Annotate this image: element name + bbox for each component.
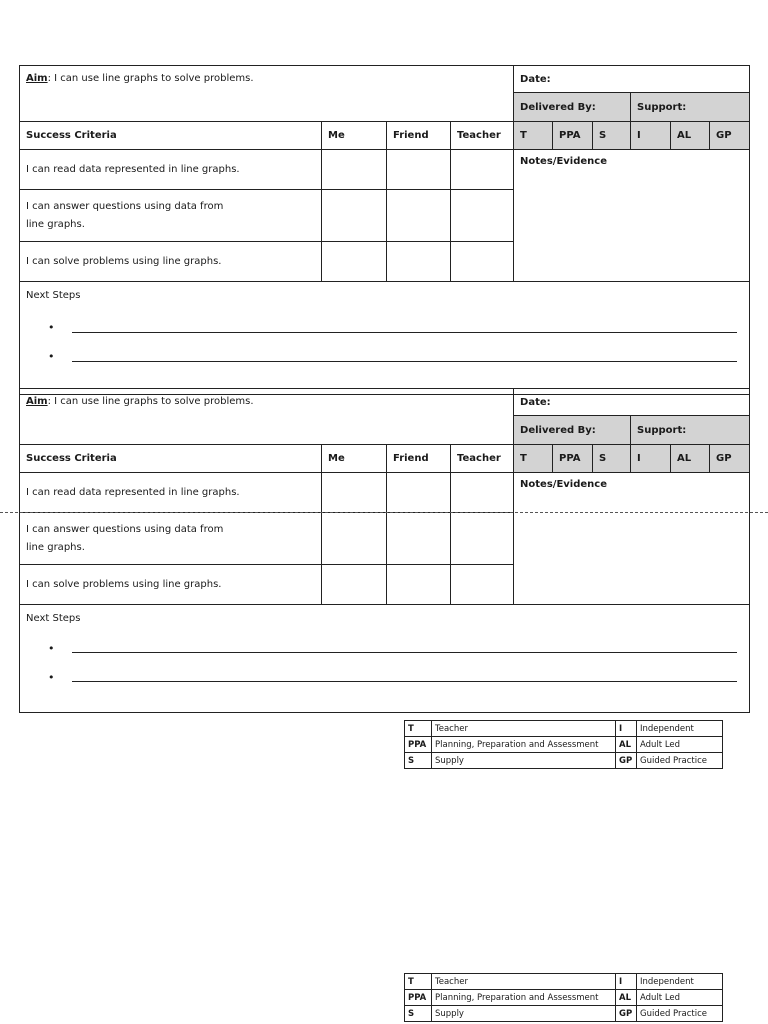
key-description: Adult Led [637, 990, 723, 1006]
delivered-by-cell [514, 416, 631, 445]
cut-line [0, 512, 768, 513]
notes-evidence-area[interactable] [514, 150, 750, 282]
criterion-3: I can solve problems using line graphs. [20, 242, 322, 282]
friend-check-3[interactable] [387, 242, 451, 282]
delivery-code-s[interactable]: S [593, 445, 631, 473]
friend-check-3[interactable] [387, 565, 451, 605]
aim-text: : I can use line graphs to solve problems. [47, 396, 254, 407]
me-check-1[interactable] [322, 473, 387, 513]
next-step-line-1[interactable] [72, 332, 737, 333]
key-description: Adult Led [637, 737, 723, 753]
success-criteria-header: Success Criteria [20, 445, 322, 473]
key-description: Independent [637, 721, 723, 737]
me-header: Me [322, 445, 387, 473]
aim-cell [20, 389, 514, 445]
teacher-check-3[interactable] [451, 242, 514, 282]
support-code-gp[interactable]: GP [710, 445, 750, 473]
key-row [405, 753, 723, 769]
notes-label: Notes/Evidence [520, 156, 607, 167]
key-row [405, 990, 723, 1006]
delivery-code-t[interactable]: T [514, 122, 553, 150]
teacher-check-2[interactable] [451, 513, 514, 565]
key-description: Planning, Preparation and Assessment [432, 990, 616, 1006]
criterion-2 [20, 190, 322, 242]
teacher-check-1[interactable] [451, 473, 514, 513]
key-code: S [405, 753, 432, 769]
support-cell [631, 93, 750, 122]
criterion-3: I can solve problems using line graphs. [20, 565, 322, 605]
friend-check-1[interactable] [387, 473, 451, 513]
criterion-1: I can read data represented in line graphs. [20, 150, 322, 190]
bullet-2: • [48, 671, 55, 684]
key-description: Independent [637, 974, 723, 990]
key-code: T [405, 974, 432, 990]
aim-label: Aim [26, 396, 48, 407]
friend-check-2[interactable] [387, 190, 451, 242]
notes-evidence-area[interactable] [514, 473, 750, 605]
key-code: PPA [405, 990, 432, 1006]
teacher-check-2[interactable] [451, 190, 514, 242]
support-code-i[interactable]: I [631, 122, 671, 150]
date-field[interactable] [514, 66, 750, 93]
me-header: Me [322, 122, 387, 150]
key-code: T [405, 721, 432, 737]
aim-label: Aim [26, 73, 48, 84]
key-description: Guided Practice [637, 1006, 723, 1022]
key-row [405, 974, 723, 990]
support-code-al[interactable]: AL [671, 445, 710, 473]
date-label: Date: [520, 73, 551, 85]
key-row [405, 737, 723, 753]
bullet-1: • [48, 642, 55, 655]
key-row [405, 1006, 723, 1022]
friend-check-2[interactable] [387, 513, 451, 565]
key-code: AL [616, 990, 637, 1006]
bullet-1: • [48, 321, 55, 334]
friend-header: Friend [387, 445, 451, 473]
key-description: Guided Practice [637, 753, 723, 769]
next-steps-label: Next Steps [26, 290, 81, 301]
aim-text: : I can use line graphs to solve problems. [47, 73, 254, 84]
me-check-1[interactable] [322, 150, 387, 190]
assessment-card-1 [19, 65, 750, 395]
criterion-1: I can read data represented in line graphs. [20, 473, 322, 513]
me-check-2[interactable] [322, 513, 387, 565]
delivery-code-ppa[interactable]: PPA [553, 122, 593, 150]
next-steps-label: Next Steps [26, 613, 81, 624]
teacher-header: Teacher [451, 445, 514, 473]
criterion-2-text: I can answer questions using data from line graphs. [26, 523, 224, 553]
key-code: S [405, 1006, 432, 1022]
next-steps-area[interactable] [20, 605, 750, 713]
delivery-code-s[interactable]: S [593, 122, 631, 150]
key-code: GP [616, 1006, 637, 1022]
criterion-2-text: I can answer questions using data from line graphs. [26, 200, 224, 230]
key-table-1 [404, 720, 723, 769]
support-code-gp[interactable]: GP [710, 122, 750, 150]
notes-label: Notes/Evidence [520, 479, 607, 490]
key-row [405, 721, 723, 737]
key-description: Planning, Preparation and Assessment [432, 737, 616, 753]
delivered-by-cell [514, 93, 631, 122]
key-code: I [616, 974, 637, 990]
key-description: Teacher [432, 974, 616, 990]
next-step-line-1[interactable] [72, 652, 737, 653]
key-code: GP [616, 753, 637, 769]
teacher-check-1[interactable] [451, 150, 514, 190]
criterion-2 [20, 513, 322, 565]
date-field[interactable] [514, 389, 750, 416]
me-check-2[interactable] [322, 190, 387, 242]
key-code: PPA [405, 737, 432, 753]
key-code: I [616, 721, 637, 737]
key-description: Supply [432, 1006, 616, 1022]
support-cell [631, 416, 750, 445]
next-step-line-2[interactable] [72, 681, 737, 682]
support-code-al[interactable]: AL [671, 122, 710, 150]
date-label: Date: [520, 396, 551, 408]
key-table-2 [404, 973, 723, 1022]
friend-header: Friend [387, 122, 451, 150]
delivery-code-t[interactable]: T [514, 445, 553, 473]
me-check-3[interactable] [322, 565, 387, 605]
delivered-by-label: Delivered By: [520, 101, 596, 113]
teacher-check-3[interactable] [451, 565, 514, 605]
support-label: Support: [637, 101, 687, 113]
support-label: Support: [637, 424, 687, 436]
assessment-card-2 [19, 388, 750, 713]
next-step-line-2[interactable] [72, 361, 737, 362]
delivered-by-label: Delivered By: [520, 424, 596, 436]
aim-cell [20, 66, 514, 122]
key-description: Supply [432, 753, 616, 769]
support-code-i[interactable]: I [631, 445, 671, 473]
delivery-code-ppa[interactable]: PPA [553, 445, 593, 473]
key-description: Teacher [432, 721, 616, 737]
success-criteria-header: Success Criteria [20, 122, 322, 150]
friend-check-1[interactable] [387, 150, 451, 190]
bullet-2: • [48, 350, 55, 363]
key-code: AL [616, 737, 637, 753]
me-check-3[interactable] [322, 242, 387, 282]
teacher-header: Teacher [451, 122, 514, 150]
next-steps-area[interactable] [20, 282, 750, 395]
